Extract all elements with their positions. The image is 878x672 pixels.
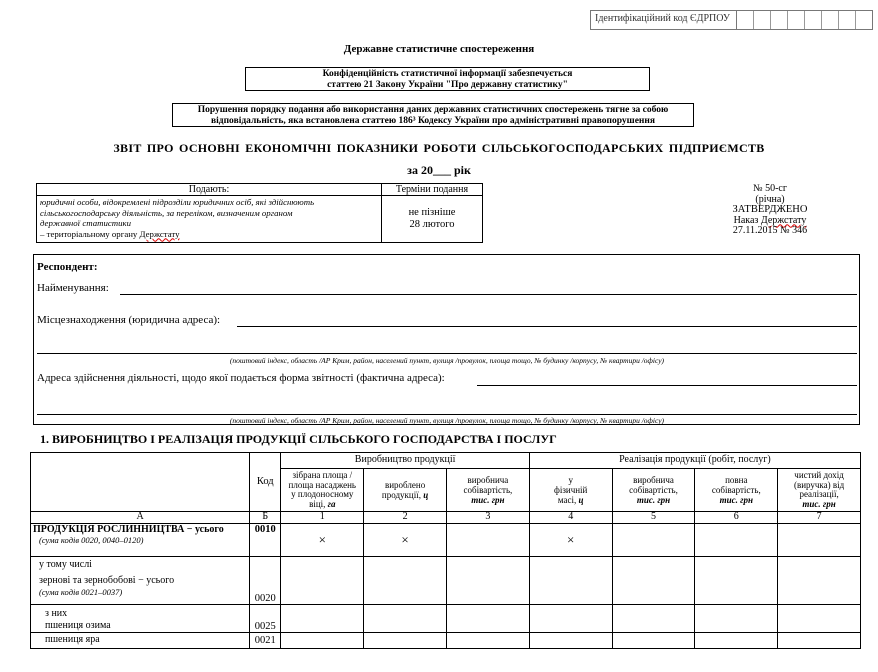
edrpou-digit-cell[interactable] [737, 11, 754, 29]
edrpou-digit-cell[interactable] [771, 11, 788, 29]
header-line: у плодоносному [291, 489, 354, 499]
header-line: собівартість, [629, 485, 678, 495]
row-name-cell [31, 605, 250, 633]
submitters-line: державної статистики [40, 218, 132, 228]
col-full-cost-header [695, 469, 778, 512]
row-name-cell [31, 633, 250, 649]
edrpou-digit-cell[interactable] [805, 11, 822, 29]
value-cell[interactable] [447, 605, 530, 633]
value-cell[interactable] [364, 557, 447, 605]
row-title: пшениця яра [45, 634, 100, 646]
cross-mark: × [529, 524, 612, 557]
table-row [31, 557, 861, 605]
edrpou-code-box [590, 10, 873, 30]
value-cell[interactable] [778, 633, 861, 649]
row-name-cell [31, 524, 250, 557]
value-cell[interactable] [364, 605, 447, 633]
value-cell[interactable] [281, 557, 364, 605]
confidentiality-line: Конфіденційність статистичної інформації забезпечується [322, 69, 573, 79]
edrpou-digit-cell[interactable] [839, 11, 856, 29]
col-net-income-header [778, 469, 861, 512]
submitters-org: Держстату [139, 228, 180, 239]
table-row [31, 633, 861, 649]
header-line: (виручка) від [793, 479, 845, 490]
header-line: виробнича [633, 475, 674, 485]
actual-address-field-line2[interactable] [37, 414, 857, 415]
index-cell: А [31, 512, 250, 524]
row-title: ПРОДУКЦІЯ РОСЛИННИЦТВА − усього [33, 524, 224, 535]
row-code: 0025 [250, 605, 281, 633]
header-line: фізичній [554, 485, 588, 495]
value-cell[interactable] [447, 524, 530, 557]
header-line: масі, [557, 495, 579, 505]
row-title: зернові та зернобобові − усього [39, 574, 175, 586]
production-table [30, 452, 861, 649]
name-label: Найменування: [37, 282, 109, 294]
form-approved: ЗАТВЕРДЖЕНО [732, 204, 808, 215]
submitters-header: Подають: [37, 184, 382, 196]
index-cell: 3 [447, 512, 530, 524]
submitters-description [37, 196, 382, 243]
confidentiality-notice [245, 67, 650, 91]
col-physical-mass-header [529, 469, 612, 512]
header-unit: тис. грн [802, 498, 836, 509]
row-incl-label: у тому числі [39, 559, 92, 570]
row-note: (сума кодів 0021–0037) [39, 587, 123, 597]
value-cell[interactable] [778, 524, 861, 557]
index-cell: 5 [612, 512, 695, 524]
row-code: 0010 [250, 524, 281, 557]
value-cell[interactable] [281, 605, 364, 633]
header-line: собівартість, [463, 485, 513, 495]
index-cell: 4 [529, 512, 612, 524]
submitters-line [40, 229, 378, 240]
header-unit: тис. грн [719, 495, 753, 505]
index-cell: 7 [778, 512, 861, 524]
header-line: виробнича [467, 475, 509, 485]
value-cell[interactable] [612, 557, 695, 605]
header-line: віці, [309, 498, 328, 509]
header-unit: ц [423, 490, 429, 500]
row-name-cell [31, 557, 250, 605]
edrpou-digit-cell[interactable] [856, 11, 872, 29]
survey-title: Державне статистичне спостереження [343, 43, 535, 55]
deadline-line: 28 лютого [409, 219, 455, 230]
production-group-header: Виробництво продукції [281, 453, 529, 469]
value-cell[interactable] [612, 605, 695, 633]
row-title: пшениця озима [45, 620, 111, 631]
actual-address-label: Адреса здійснення діяльності, щодо якої подається форма звітності (фактична адреса): [37, 372, 445, 384]
header-line: площа насаджень [288, 479, 357, 490]
header-unit: тис. грн [471, 495, 505, 505]
respondent-heading: Респондент: [37, 261, 98, 273]
header-line: реалізації, [799, 489, 839, 499]
location-field-line2[interactable] [37, 353, 857, 354]
header-line: чистий дохід [794, 470, 844, 480]
row-code: 0021 [250, 633, 281, 649]
col-produced-header [364, 469, 447, 512]
col-harvested-area-header [281, 469, 364, 512]
violation-line: Порушення порядку подання або використання даних державних статистичних спостережень тягне за собою [197, 105, 669, 115]
respondent-box [33, 254, 860, 425]
value-cell[interactable] [529, 633, 612, 649]
submitters-line: сільськогосподарську діяльність, за переліком, визначеним органом [40, 207, 293, 218]
form-info [690, 184, 850, 237]
form-period: (річна) [755, 193, 785, 205]
edrpou-digit-cell[interactable] [822, 11, 839, 29]
table-row [31, 524, 861, 557]
edrpou-digit-cell[interactable] [788, 11, 805, 29]
index-cell: 2 [364, 512, 447, 524]
value-cell[interactable] [529, 605, 612, 633]
form-order-org: Держстату [760, 214, 807, 226]
deadline-header: Терміни подання [382, 184, 483, 196]
form-number: № 50-сг [753, 183, 787, 194]
deadline-line: не пізніше [408, 207, 456, 218]
location-field[interactable] [237, 326, 857, 327]
header-line: повна [725, 475, 748, 485]
submitters-line: юридичні особи, відокремлені підрозділи юридичних осіб, які здійснюють [40, 197, 315, 207]
header-line: собівартість, [711, 485, 761, 495]
submitters-table [36, 183, 483, 243]
col-prod-cost-header [447, 469, 530, 512]
value-cell[interactable] [695, 633, 778, 649]
value-cell[interactable] [281, 633, 364, 649]
address-hint-2: (поштовий індекс, область /АР Крим, район, населений пункт, вулиця /провулок, площа тощо, № будинку /корпусу, № квартири /офісу) [229, 416, 665, 424]
value-cell[interactable] [695, 557, 778, 605]
violation-notice [172, 103, 694, 127]
cross-mark: × [364, 524, 447, 557]
header-line: зібрана площа / [292, 470, 353, 480]
violation-line: відповідальність, яка встановлена статтею 186³ Кодексу України про адміністративні правопорушення [211, 116, 655, 126]
code-column-header: Код [250, 453, 281, 512]
value-cell[interactable] [778, 605, 861, 633]
table-row [31, 605, 861, 633]
header-line: у [568, 475, 573, 485]
confidentiality-line: статтею 21 Закону України "Про державну статистику" [327, 80, 568, 90]
actual-address-field[interactable] [477, 385, 857, 386]
address-hint: (поштовий індекс, область /АР Крим, район, населений пункт, вулиця /провулок, площа тощо, № будинку /корпусу, № квартири /офісу) [229, 356, 665, 365]
name-field[interactable] [120, 294, 857, 295]
index-cell: 6 [695, 512, 778, 524]
index-cell: Б [250, 512, 281, 524]
value-cell[interactable] [612, 633, 695, 649]
header-unit: тис. грн [636, 495, 671, 505]
location-label: Місцезнаходження (юридична адреса): [37, 314, 221, 326]
value-cell[interactable] [364, 633, 447, 649]
value-cell[interactable] [778, 557, 861, 605]
report-year: за 20___ рік [407, 163, 471, 177]
value-cell[interactable] [695, 524, 778, 557]
edrpou-label: Ідентифікаційний код ЄДРПОУ [591, 11, 737, 29]
header-unit: ц [578, 495, 584, 505]
edrpou-digit-cell[interactable] [754, 11, 771, 29]
deadline-value [382, 196, 483, 243]
section-title: 1. ВИРОБНИЦТВО І РЕАЛІЗАЦІЯ ПРОДУКЦІЇ СІЛЬСЬКОГО ГОСПОДАРСТВА І ПОСЛУГ [40, 432, 557, 446]
cross-mark: × [281, 524, 364, 557]
value-cell[interactable] [612, 524, 695, 557]
value-cell[interactable] [529, 557, 612, 605]
row-of-them-label: з них [45, 608, 68, 619]
header-line: продукції, [381, 490, 424, 500]
value-cell[interactable] [447, 633, 530, 649]
submitters-prefix: – територіальному органу [40, 228, 140, 239]
header-unit: га [327, 498, 336, 509]
report-title: ЗВІТ ПРО ОСНОВНІ ЕКОНОМІЧНІ ПОКАЗНИКИ РОБОТИ СІЛЬСЬКОГОСПОДАРСЬКИХ ПІДПРИЄМСТВ [113, 141, 765, 155]
value-cell[interactable] [695, 605, 778, 633]
name-column-header [31, 453, 250, 512]
col-sales-prod-cost-header [612, 469, 695, 512]
row-code: 0020 [250, 557, 281, 605]
row-note: (сума кодів 0020, 0040–0120) [39, 534, 144, 545]
value-cell[interactable] [447, 557, 530, 605]
form-date: 27.11.2015 № 346 [732, 225, 808, 236]
header-line: вироблено [384, 480, 426, 490]
form-order-prefix: Наказ [733, 214, 761, 226]
sales-group-header: Реалізація продукції (робіт, послуг) [529, 453, 860, 469]
index-cell: 1 [281, 512, 364, 524]
